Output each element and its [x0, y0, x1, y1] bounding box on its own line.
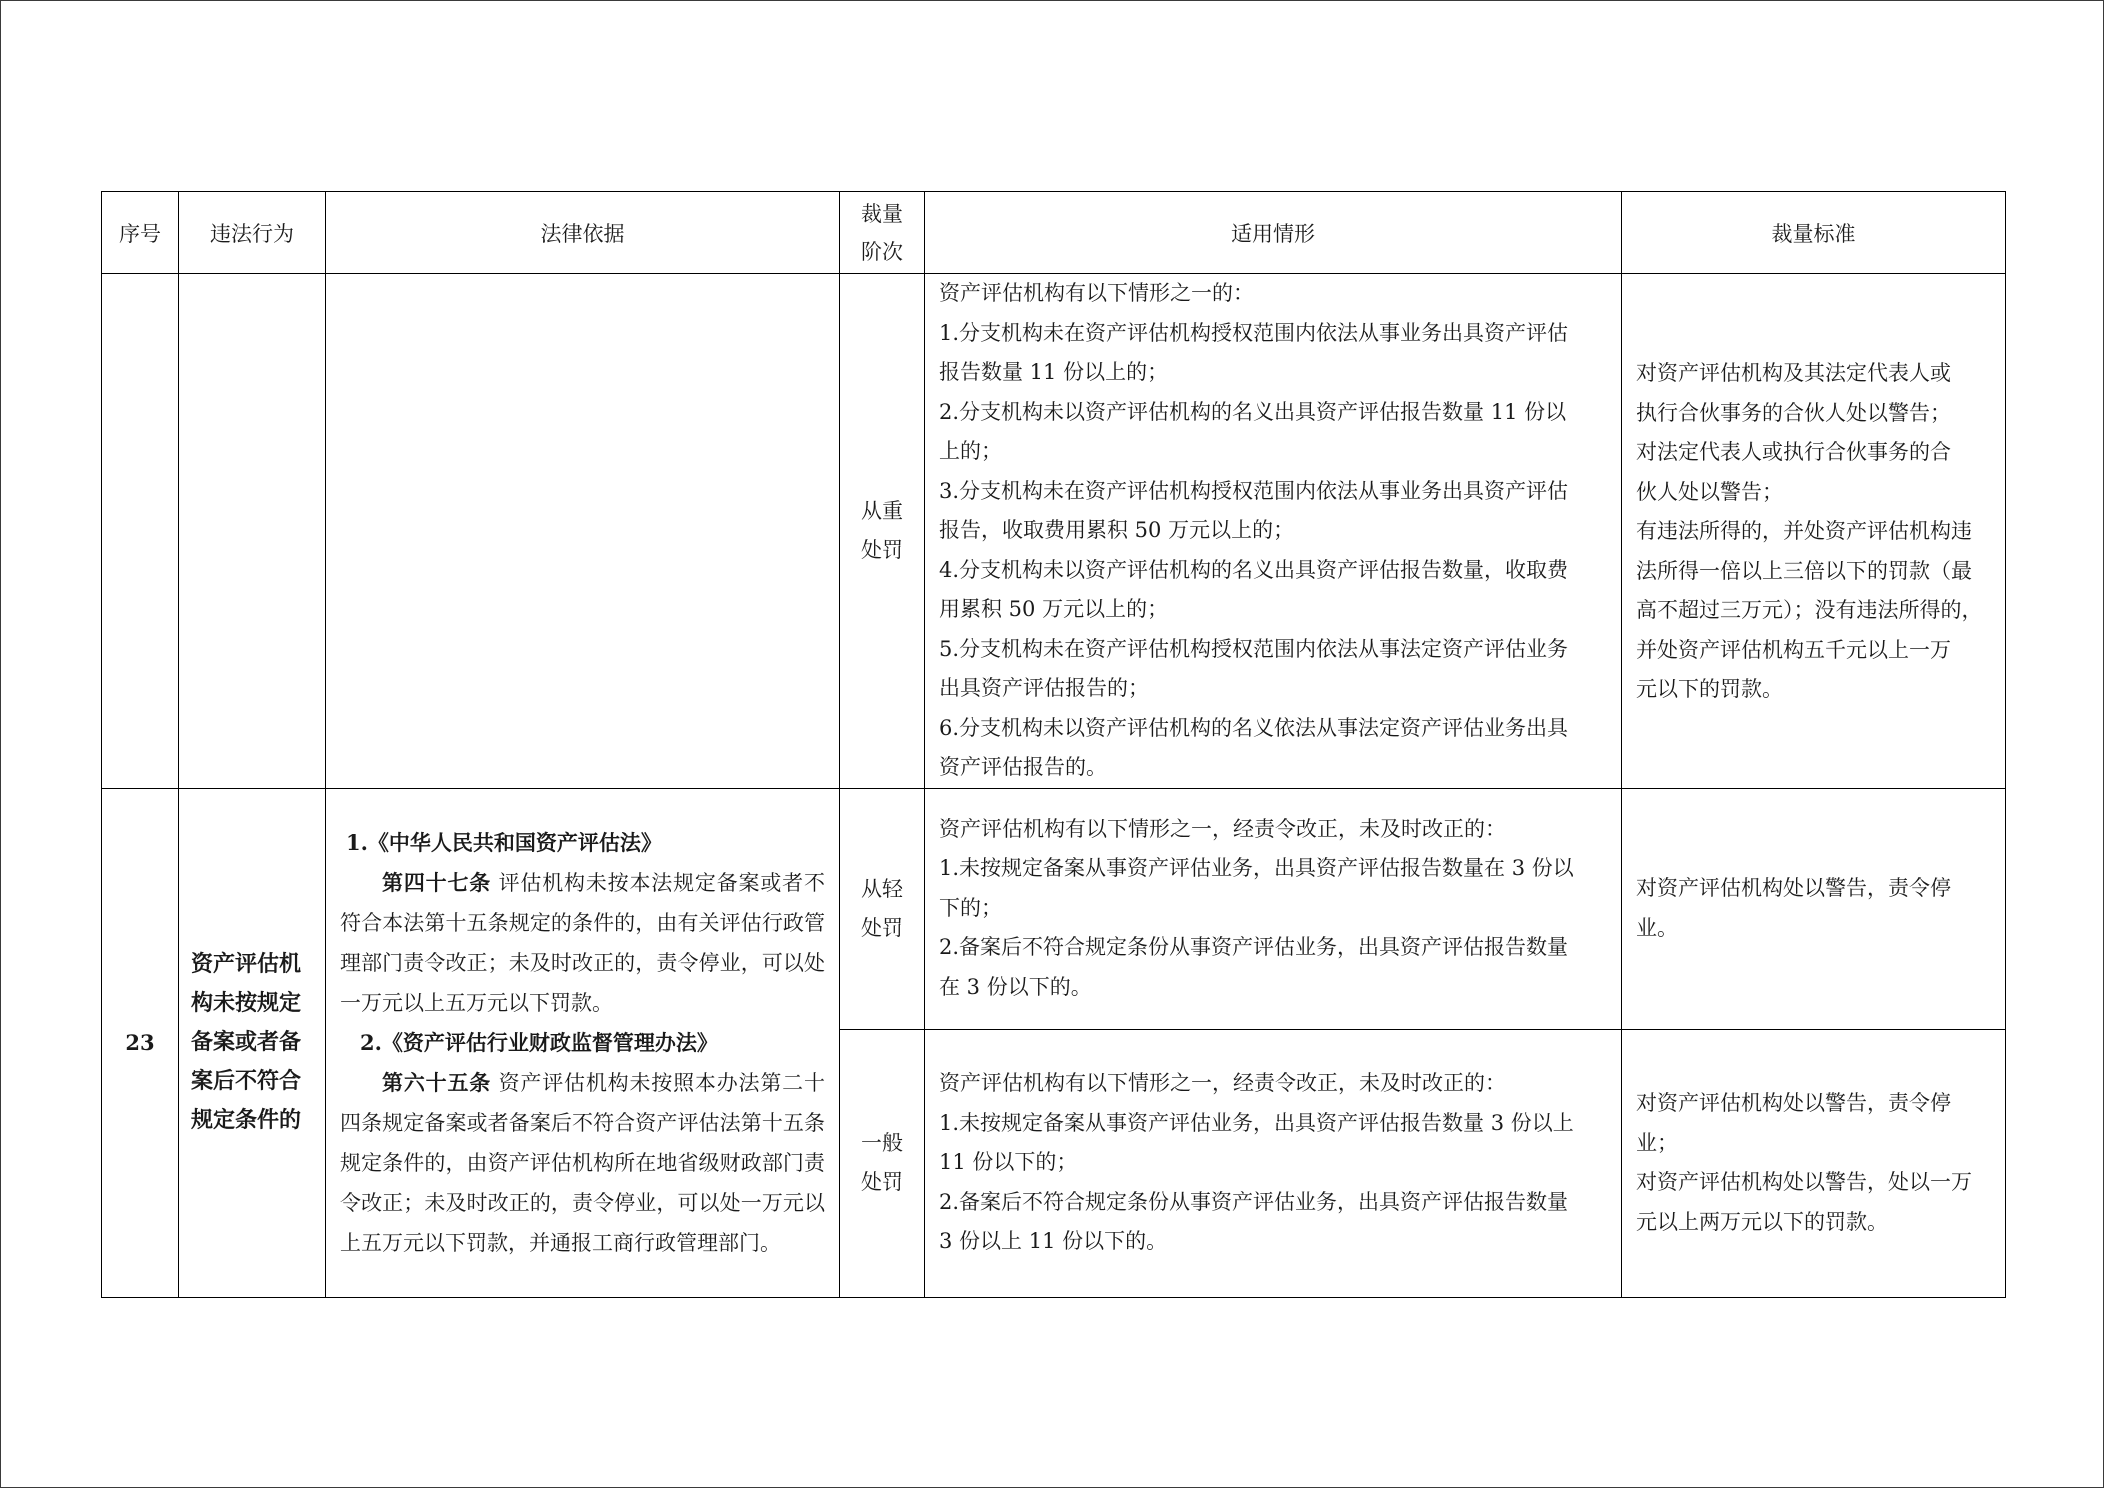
cell-stage-general: 一般 处罚: [840, 1029, 925, 1297]
table-header-row: [102, 192, 2006, 274]
header-standard: 裁量标准: [1622, 192, 2006, 274]
header-stage-line2: 阶次: [861, 239, 903, 264]
cell-situation-general: 资产评估机构有以下情形之一，经责令改正，未及时改正的： 1.未按规定备案从事资产评估业务，出具资产评估报告数量 3 份以上 11 份以下的； 2.备案后不符合规定条份从事资产评估业务，出具资产评估报告数量 3 份以上 11 份以下的。: [925, 1029, 1622, 1297]
penalty-discretion-table: [101, 191, 2006, 1298]
header-act: 违法行为: [179, 192, 326, 274]
cell-standard-heavy: 对资产评估机构及其法定代表人或 执行合伙事务的合伙人处以警告； 对法定代表人或执行合伙事务的合 伙人处以警告； 有违法所得的，并处资产评估机构违 法所得一倍以上三倍以下的罚款（最 高不超过三万元）；没有违法所得的， 并处资产评估机构五千元以上一万 元以下的罚款。: [1622, 274, 2006, 789]
header-stage-line1: 裁量: [861, 201, 903, 226]
cell-stage-light: 从轻 处罚: [840, 788, 925, 1029]
cell-act-empty: [179, 274, 326, 789]
law-article-47: 第四十七条 评估机构未按本法规定备案或者不符合本法第十五条规定的条件的，由有关评估行政管理部门责令改正；未及时改正的，责令停业，可以处一万元以上五万元以下罚款。: [340, 869, 825, 1015]
cell-law-23: [326, 788, 840, 1297]
cell-standard-light: 对资产评估机构处以警告，责令停 业。: [1622, 788, 2006, 1029]
cell-act-23: 资产评估机 构未按规定 备案或者备 案后不符合 规定条件的: [179, 788, 326, 1297]
table-row-continued: [102, 274, 2006, 789]
cell-stage-heavy: 从重 处罚: [840, 274, 925, 789]
header-situation: 适用情形: [925, 192, 1622, 274]
law-article-65: 第六十五条 资产评估机构未按照本办法第二十四条规定备案或者备案后不符合资产评估法第十五条规定条件的，由资产评估机构所在地省级财政部门责令改正；未及时改正的，责令停业，可以处一万元以上五万元以下罚款，并通报工商行政管理部门。: [340, 1069, 825, 1255]
cell-situation-heavy: 资产评估机构有以下情形之一的： 1.分支机构未在资产评估机构授权范围内依法从事业务出具资产评估 报告数量 11 份以上的； 2.分支机构未以资产评估机构的名义出具资产评估报告数量 11 份以 上的； 3.分支机构未在资产评估机构授权范围内依法从事业务出具资产评估 报告，收取费用累积 50 万元以上的； 4.分支机构未以资产评估机构的名义出具资产评估报告数量，收取费 用累积 50 万元以上的； 5.分支机构未在资产评估机构授权范围内依法从事法定资产评估业务 出具资产评估报告的； 6.分支机构未以资产评估机构的名义依法从事法定资产评估业务出具 资产评估报告的。: [925, 274, 1622, 789]
cell-law-empty: [326, 274, 840, 789]
cell-standard-general: 对资产评估机构处以警告，责令停 业； 对资产评估机构处以警告，处以一万 元以上两万元以下的罚款。: [1622, 1029, 2006, 1297]
header-stage: [840, 192, 925, 274]
cell-num-empty: [102, 274, 179, 789]
header-num: 序号: [102, 192, 179, 274]
header-law: 法律依据: [326, 192, 840, 274]
cell-num-23: 23: [102, 788, 179, 1297]
table-row-23-light: [102, 788, 2006, 1029]
law-title-2: 2.《资产评估行业财政监督管理办法》: [360, 1029, 718, 1055]
cell-situation-light: 资产评估机构有以下情形之一，经责令改正，未及时改正的： 1.未按规定备案从事资产评估业务，出具资产评估报告数量在 3 份以 下的； 2.备案后不符合规定条份从事资产评估业务，出具资产评估报告数量 在 3 份以下的。: [925, 788, 1622, 1029]
law-title-1: 1.《中华人民共和国资产评估法》: [346, 829, 662, 855]
